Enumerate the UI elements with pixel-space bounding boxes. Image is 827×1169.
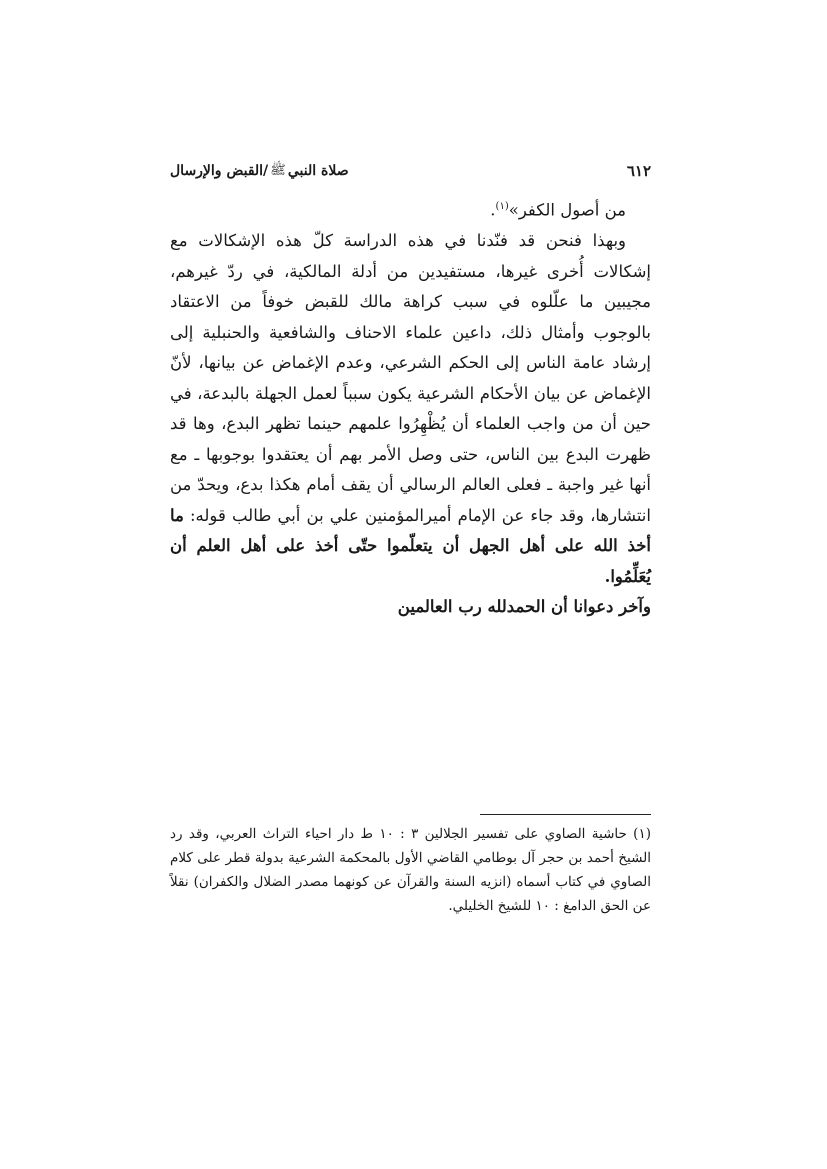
quote-end-text: من أصول الكفر»	[508, 200, 626, 220]
running-title-part1: صلاة النبي	[287, 163, 349, 179]
footnotes	[170, 822, 651, 918]
footnote-ref[interactable]: (١)	[495, 201, 509, 212]
quote-end-period: .	[490, 200, 496, 220]
closing-line: وآخر دعوانا أن الحمدلله رب العالمين	[397, 597, 651, 616]
honorific-icon: ﷺ	[270, 162, 286, 178]
footnote-divider	[480, 814, 651, 815]
page-number: ٦١٢	[626, 162, 651, 180]
footnote-1: (١) حاشية الصاوي على تفسير الجلالين ٣ : ١٠ ط دار احياء التراث العربي، وقد رد الشيخ أحمد بن حجر آل بوطامي القاضي الأول بالمحكمة الشرعية بدولة قطر على كلام الصاوي في كتاب أسماه (انزيه السنة والقرآن عن كونهما مصدر الضلال والكفران) نقلاً عن الحق الدامغ : ١٠ للشيخ الخليلي.	[170, 826, 651, 914]
running-title	[170, 162, 349, 181]
main-text	[170, 192, 651, 623]
main-paragraph-text: وبهذا فنحن قد فنّدنا في هذه الدراسة كلّ هذه الإشكالات مع إشكالات أُخرى غيرها، مستفيدين من أدلة المالكية، في ردّ غيرهم، مجيبين ما علّلوه في سبب كراهة مالك للقبض خوفاً من الاعتقاد بالوجوب وأمثال ذلك، داعين علماء الاحناف والشافعية والحنبلية إلى إرشاد عامة الناس إلى الحكم الشرعي، وعدم الإغماض عن بيانها، لأنّ الإغماض عن بيان الأحكام الشرعية يكون سبباً لعمل الجهلة بالبدعة، في حين أن من واجب العلماء أن يُظْهِرُوا علمهم حينما تظهر البدع، وها قد ظهرت البدع بين الناس، حتى وصل الأمر بهم أن يعتقدوا بوجوبها ـ مع أنها غير واجبة ـ فعلى العالم الرسالي أن يقف أمام هكذا بدع، ويحدّ من انتشارها، وقد جاء عن الإمام أميرالمؤمنين علي بن أبي طالب قوله:	[170, 231, 651, 525]
page-header	[170, 158, 651, 184]
main-paragraph	[170, 226, 651, 592]
bold-quote: ما أخذ الله على أهل الجهل أن يتعلّموا حتّى أخذ على أهل العلم أن يُعَلِّمُوا.	[170, 505, 651, 586]
quote-continuation	[170, 192, 651, 226]
running-title-part2: /القبض والإرسال	[170, 163, 269, 179]
